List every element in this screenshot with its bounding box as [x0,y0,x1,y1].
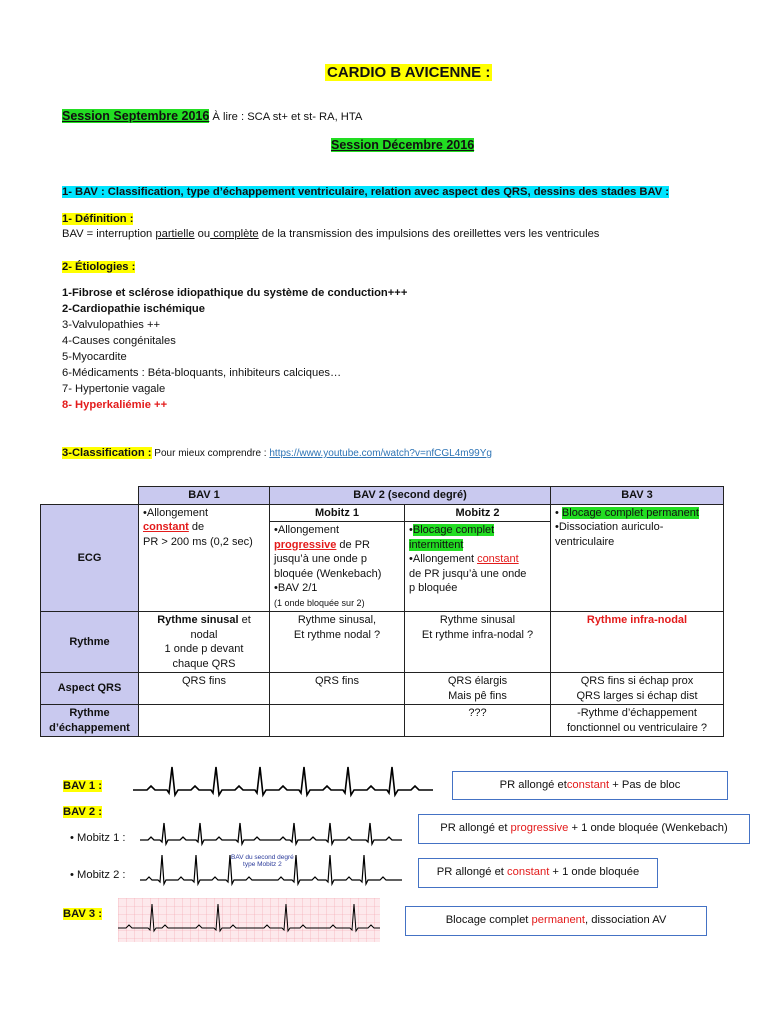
definition-heading: 1- Définition : [62,213,134,225]
strip-label-bav1: BAV 1 : [63,780,102,792]
cell-text-constant: constant [143,521,189,533]
cell-text-progressive: progressive [274,538,337,551]
cell-text: PR > 200 ms (0,2 sec) [143,535,253,548]
cell-ecg-bav1 [139,504,270,612]
cell-echap-mobitz2: ??? [405,705,551,737]
cell-text: •Dissociation auriculo- [555,521,664,533]
note-text: PR allongé et [499,778,567,791]
classification-note: Pour mieux comprendre : [151,448,270,459]
cell-text: chaque QRS [172,657,236,670]
note-text-permanent: permanent [531,914,586,927]
cell-text: •Allongement [143,506,209,519]
row-header-ecg: ECG [41,504,139,612]
note-text: PR allongé et [440,822,511,835]
session-septembre: Session Septembre 2016 [62,109,210,123]
cell-text: QRS fins si échap prox [580,675,694,687]
cell-text-intermittent: intermittent [409,538,464,551]
strip-label-bav2: BAV 2 : [63,806,102,818]
header-bav1: BAV 1 [139,487,270,505]
note-text-constant: constant [507,866,550,879]
header-mobitz2: Mobitz 2 [405,504,551,522]
etiology-item: 7- Hypertonie vagale [62,383,166,395]
cell-text: p bloquée [409,582,458,594]
classification-line [62,447,492,459]
cell-text: (1 onde bloquée sur 2) [274,597,365,608]
caption-text: BAV du second degré [231,854,294,861]
note-box-mobitz2 [418,858,658,888]
mobitz2-caption [231,854,294,868]
cell-text: nodal [190,628,218,641]
qrs-row [41,673,724,705]
note-box-mobitz1 [418,814,750,844]
header-mobitz1: Mobitz 1 [270,504,405,522]
etiology-item: 3-Valvulopathies ++ [62,319,161,331]
session-decembre: Session Décembre 2016 [331,138,475,152]
cell-text-blocage-permanent: Blocage complet permanent [561,506,699,519]
cell-text: jusqu’à une onde p [274,553,367,565]
strip-label-mobitz1: • Mobitz 1 : [70,832,126,844]
etiology-item: 1-Fibrose et sclérose idiopathique du système de conduction+++ [62,287,408,299]
cell-text: • [409,524,413,536]
etiology-item: 4-Causes congénitales [62,335,176,347]
cell-text: Rythme sinusal, [297,614,377,626]
cell-ecg-mobitz2 [405,522,551,612]
cell-qrs-mobitz1: QRS fins [270,673,405,705]
classification-heading: 3-Classification : [62,447,152,459]
cell-qrs-bav1: QRS fins [139,673,270,705]
note-box-bav3 [405,906,707,936]
cell-text: 1 onde p devant [164,643,244,655]
cell-rythme-bav1 [139,612,270,673]
cell-text: •Allongement [274,524,340,536]
cell-text: •Allongement [409,553,478,565]
definition-text [62,228,599,240]
cell-text: QRS larges si échap dist [576,689,698,702]
cell-text: Et rythme nodal ? [293,628,381,641]
table-corner [41,487,139,505]
caption-text: type Mobitz 2 [243,861,282,868]
cell-text-blocage: Blocage complet [412,524,495,536]
row-header-echappement [41,705,139,737]
note-text: , dissociation AV [585,914,667,927]
etiology-item: 5-Myocardite [62,351,127,363]
cell-qrs-bav3 [551,673,724,705]
cell-ecg-mobitz1 [270,522,405,612]
note-text: Blocage complet [445,914,532,927]
ecg-strip-bav3 [118,898,380,942]
cell-text: QRS élargis [447,675,508,687]
session-line [62,109,362,123]
cell-rythme-mobitz1 [270,612,405,673]
header-bav3: BAV 3 [551,487,724,505]
cell-text-constant: constant [477,553,519,565]
cell-text: de PR [336,538,371,551]
table-header-row [41,487,724,505]
cell-ecg-bav3 [551,504,724,612]
cell-echap-bav1 [139,705,270,737]
note-text-constant: constant [566,778,610,791]
cell-text: fonctionnel ou ventriculaire ? [566,721,708,734]
cell-text: Rythme [69,707,110,719]
cell-text: d’échappement [49,721,130,734]
definition-complete: complète [210,228,259,240]
page-title: CARDIO B AVICENNE : [327,64,491,81]
note-box-bav1 [452,771,728,800]
cell-text: et [238,614,251,626]
row-header-rythme: Rythme [41,612,139,673]
strip-label-bav3: BAV 3 : [63,908,102,920]
row-header-qrs: Aspect QRS [41,673,139,705]
definition-part: BAV = interruption [62,228,156,240]
etiologies-heading: 2- Étiologies : [62,261,136,273]
definition-partielle: partielle [155,228,195,240]
youtube-link[interactable]: https://www.youtube.com/watch?v=nfCGL4m99Yg [269,448,492,459]
note-text: + 1 onde bloquée [549,866,640,879]
session-note: À lire : SCA st+ et st- RA, HTA [212,111,363,123]
echappement-row [41,705,724,737]
ecg-strip-mobitz1 [140,820,402,850]
rythme-row [41,612,724,673]
ecg-row [41,504,724,522]
etiology-item: 2-Cardiopathie ischémique [62,303,205,315]
cell-text: •BAV 2/1 [274,582,318,594]
question-heading: 1- BAV : Classification, type d’échappement ventriculaire, relation avec aspect des QRS, dessins des stades BAV : [62,186,670,198]
cell-qrs-mobitz2 [405,673,551,705]
cell-text: • [555,506,562,519]
cell-text: Mais pê fins [448,689,507,702]
cell-rythme-mobitz2 [405,612,551,673]
note-text: PR allongé et [436,866,508,879]
cell-text: Rythme sinusal [439,614,516,626]
cell-text: -Rythme d’échappement [577,707,697,719]
bav-classification-table [40,486,724,737]
strip-label-mobitz2: • Mobitz 2 : [70,869,126,881]
definition-part: de la transmission des impulsions des oreillettes vers les ventricules [258,228,600,240]
note-text-progressive: progressive [510,822,569,835]
cell-rythme-bav3: Rythme infra-nodal [551,612,724,673]
etiology-item-hyperkaliemie: 8- Hyperkaliémie ++ [62,399,168,411]
cell-text: Et rythme infra-nodal ? [421,628,534,641]
note-text: + Pas de bloc [609,778,681,791]
etiology-item: 6-Médicaments : Béta-bloquants, inhibiteurs calciques… [62,367,342,379]
cell-text: Rythme sinusal [157,614,239,626]
cell-text: de PR jusqu’à une onde [409,567,527,580]
cell-text: de [188,521,205,533]
definition-part: ou [194,228,211,240]
cell-text: ventriculaire [555,535,615,548]
header-bav2: BAV 2 (second degré) [270,487,551,505]
note-text: + 1 onde bloquée (Wenkebach) [568,822,728,835]
cell-echap-bav3 [551,705,724,737]
cell-echap-mobitz1 [270,705,405,737]
ecg-strip-bav1 [133,762,433,802]
cell-text: bloquée (Wenkebach) [274,567,382,580]
